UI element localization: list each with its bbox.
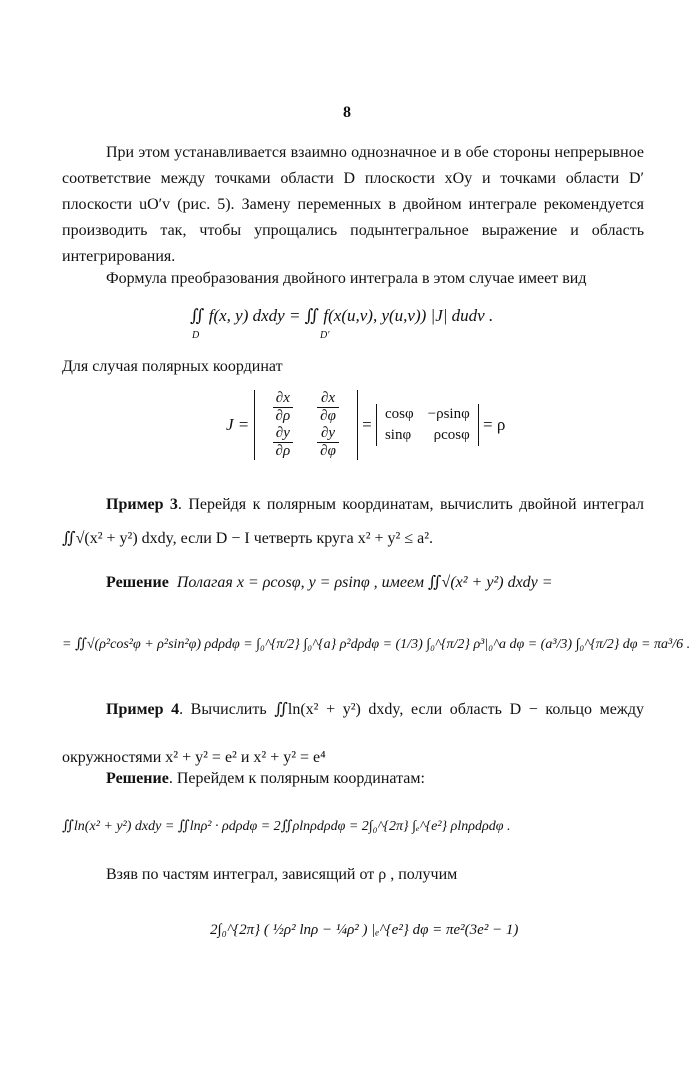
partial-x: ∂x [317, 390, 339, 408]
solution3-line1-text: Полагая x = ρcosφ, y = ρsinφ , имеем ∬√(x² + y²) dxdy = [176, 574, 553, 591]
jacobian-partials-determinant [254, 390, 358, 460]
partial-x: ∂x [273, 390, 294, 408]
solution3-line1 [106, 572, 553, 592]
paragraph-formula-intro: Формула преобразования двойного интеграла в этом случае имеет вид [106, 270, 587, 287]
example3-text: . Перейдя к полярным координатам, вычислить двойной интеграл ∬√(x² + y²) dxdy, если D − I четверть круга x² + y² ≤ a². [62, 496, 644, 547]
matrix-cell: −ρsinφ [427, 406, 470, 422]
partial-rho: ∂ρ [275, 443, 291, 459]
example4-text: . Вычислить ∬ln(x² + y²) dxdy, если область D − кольцо между окружностями x² + y² = e² и x² + y² = e⁴ [62, 701, 645, 766]
example4-paragraph [62, 686, 644, 782]
example4-label: Пример 4 [106, 701, 180, 718]
solution4-line [106, 770, 425, 788]
polar-intro: Для случая полярных координат [62, 358, 283, 375]
matrix-cell: ρcosφ [433, 427, 470, 443]
partial-y: ∂y [317, 425, 339, 443]
jacobian-formula: J = $\frac{\partial x}{\partial\rho}$ $\frac{\partial x}{\partial\varphi}$ $\frac{\partial y}{\partial\rho}$ $\frac{\partial y}{\partial\varphi}$ = cosφ −ρsinφ sinφ ρcosφ = ρ [226, 390, 506, 459]
jacobian-matrix [376, 404, 479, 446]
formula-transform-sub-left: D [192, 330, 200, 341]
matrix-cell: sinφ [384, 427, 412, 443]
partial-phi: ∂φ [320, 443, 336, 459]
formula-transform-text: ∬ f(x, y) dxdy = ∬ f(x(u,v), y(u,v)) |J| dudv . [190, 306, 494, 325]
final-formula: 2∫₀^{2π} ( ½ρ² lnρ − ¼ρ² ) |ₑ^{e²} dφ = πe²(3e² − 1) [210, 922, 519, 938]
jacobian-lhs: J = [226, 415, 250, 434]
jacobian-rhs: = ρ [482, 415, 506, 434]
example3-label: Пример 3 [106, 496, 178, 513]
example3-paragraph [62, 488, 644, 556]
solution4-label: Решение [106, 770, 169, 787]
formula-transform [190, 306, 493, 326]
solution4-text: . Перейдем к полярным координатам: [168, 770, 425, 787]
solution3-label: Решение [106, 574, 169, 591]
solution3-line2: = ∬√(ρ²cos²φ + ρ²sin²φ) ρdρdφ = ∫₀^{π/2} ∫₀^{a} ρ²dρdφ = (1/3) ∫₀^{π/2} ρ³|₀^a dφ = (a³/3) ∫₀^{π/2} dφ = πa³/6 . [62, 637, 691, 652]
paragraph-change-variables: При этом устанавливается взаимно однозначное и в обе стороны непрерывное соответствие между точками области D плоскости xOy и точками области D′ плоскости uO′v (рис. 5). Замену переменных в двойном интеграле рекомендуется производить так, чтобы упрощались подынтегральное выражение и область интегрирования. [62, 144, 644, 265]
partial-rho: ∂ρ [275, 408, 291, 424]
formula-transform-sub-right: D′ [320, 330, 330, 341]
partial-y: ∂y [273, 425, 294, 443]
matrix-cell: cosφ [384, 406, 414, 422]
parts-text: Взяв по частям интеграл, зависящий от ρ , получим [106, 866, 458, 883]
partial-phi: ∂φ [320, 408, 336, 424]
solution4-formula: ∬ln(x² + y²) dxdy = ∬lnρ² · ρdρdφ = 2∬ρlnρdρdφ = 2∫₀^{2π} ∫ₑ^{e²} ρlnρdρdφ . [62, 819, 511, 834]
page-number: 8 [343, 104, 351, 121]
